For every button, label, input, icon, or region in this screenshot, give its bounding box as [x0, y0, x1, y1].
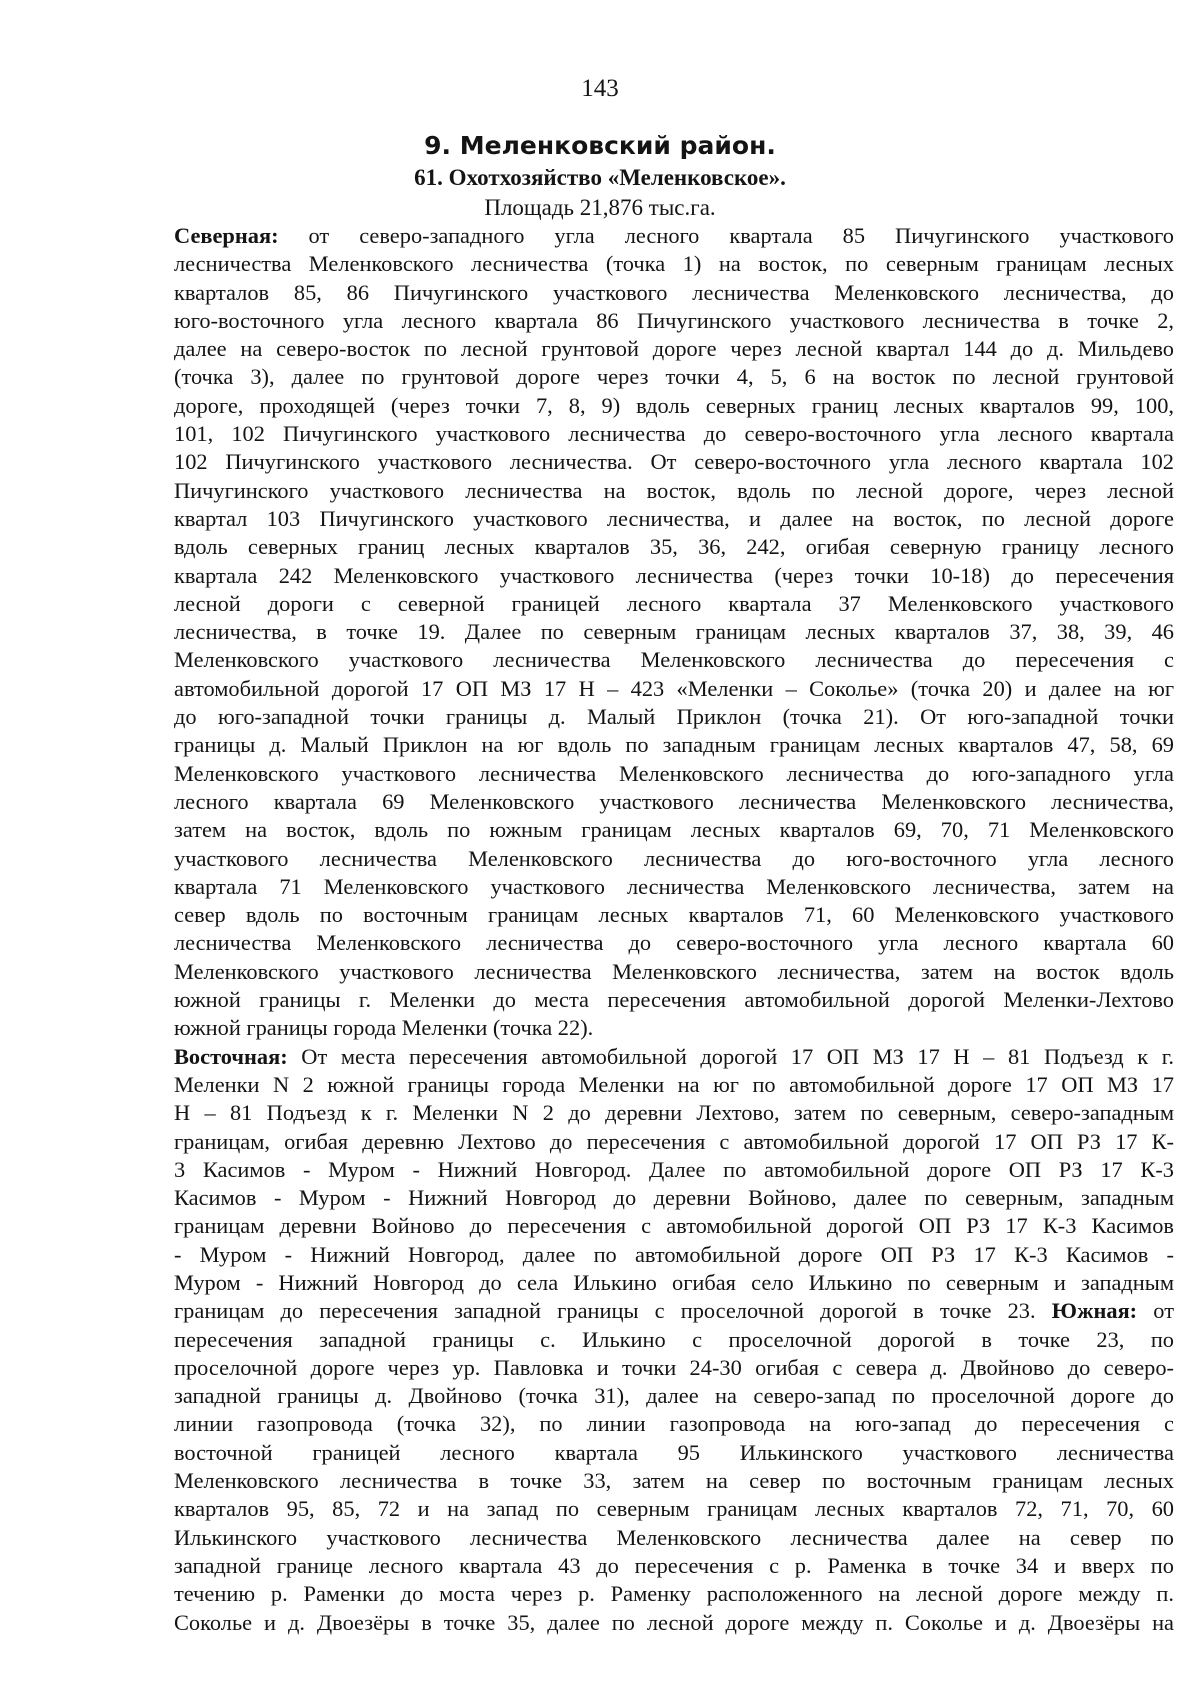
text-line: Меленковского участкового лесничества Меленковского лесничества до пересечения с — [174, 647, 1174, 673]
text-line: 101, 102 Пичугинского участкового лесничества до северо-восточного угла лесного квартала — [174, 421, 1174, 447]
text-line: - Муром - Нижний Новгород, далее по автомобильной дороге ОП РЗ 17 К-3 Касимов - — [174, 1241, 1174, 1267]
east-boundary-heading: Восточная: — [174, 1043, 288, 1069]
text-line: восточной границей лесного квартала 95 Илькинского участкового лесничества — [174, 1439, 1174, 1465]
text-line: кварталов 95, 85, 72 и на запад по северным границам лесных кварталов 72, 71, 70, 60 — [174, 1496, 1174, 1522]
text-line: границам, огибая деревню Лехтово до пересечения с автомобильной дорогой 17 ОП РЗ 17 К- — [174, 1128, 1174, 1154]
text-line: пересечения западной границы с. Илькино с проселочной дорогой в точке 23, по — [174, 1326, 1174, 1352]
north-boundary-heading: Северная: — [174, 223, 279, 248]
text-line: течению р. Раменки до моста через р. Раменку расположенного на лесной дороге между п. — [174, 1581, 1174, 1607]
text-line: автомобильной дорогой 17 ОП МЗ 17 Н – 423 «Меленки – Соколье» (точка 20) и далее на юг — [174, 675, 1174, 701]
text-line: линии газопровода (точка 32), по линии газопровода на юго-запад до пересечения с — [174, 1411, 1174, 1437]
text-line: Меленковского лесничества в точке 33, затем на север по восточным границам лесных — [174, 1468, 1174, 1494]
text-line: квартала 242 Меленковского участкового лесничества (через точки 10-18) до пересечения — [174, 562, 1174, 588]
text-line: Пичугинского участкового лесничества на восток, вдоль по лесной дороге, через лесной — [174, 477, 1174, 503]
text-line: южной границы г. Меленки до места пересечения автомобильной дорогой Меленки-Лехтово — [174, 987, 1174, 1013]
page-number: 143 — [581, 75, 619, 102]
text-line: лесничества, в точке 19. Далее по северным границам лесных кварталов 37, 38, 39, 46 — [174, 619, 1174, 645]
text-line: Н – 81 Подъезд к г. Меленки N 2 до деревни Лехтово, затем по северным, северо-западным — [174, 1100, 1174, 1126]
text-line: лесной дороги с северной границей лесного квартала 37 Меленковского участкового — [174, 590, 1174, 616]
area-line: Площадь 21,876 тыс.га. — [484, 195, 716, 220]
text-line: проселочной дороге через ур. Павловка и точки 24-30 огибая с севера д. Двойново до северо- — [174, 1354, 1174, 1380]
text-line: юго-восточного угла лесного квартала 86 Пичугинского участкового лесничества в точке 2, — [174, 307, 1174, 333]
text-line: Восточная: От места пересечения автомобильной дорогой 17 ОП МЗ 17 Н – 81 Подъезд к г. — [174, 1043, 1175, 1069]
text-line: Соколье и д. Двоезёры в точке 35, далее по лесной дороге между п. Соколье и д. Двоезёры на — [174, 1609, 1174, 1635]
district-title: 9. Меленковский район. — [424, 131, 776, 160]
text-line: границам деревни Войново до пересечения с автомобильной дорогой ОП РЗ 17 К-3 Касимов — [174, 1213, 1174, 1239]
text-line: лесничества Меленковского лесничества (точка 1) на восток, по северным границам лесных — [174, 251, 1174, 277]
text-line: западной границе лесного квартала 43 до пересечения с р. Раменка в точке 34 и вверх по — [174, 1552, 1174, 1578]
text-line: север вдоль по восточным границам лесных кварталов 71, 60 Меленковского участкового — [174, 902, 1174, 928]
south-boundary-heading: Южная: — [1051, 1298, 1138, 1324]
text-line: лесного квартала 69 Меленковского участкового лесничества Меленковского лесничества, — [174, 788, 1174, 814]
text-line: 3 Касимов - Муром - Нижний Новгород. Далее по автомобильной дороге ОП РЗ 17 К-3 — [174, 1156, 1174, 1182]
text-line: затем на восток, вдоль по южным границам лесных кварталов 69, 70, 71 Меленковского — [174, 817, 1174, 843]
text-line: границы д. Малый Приклон на юг вдоль по западным границам лесных кварталов 47, 58, 69 — [174, 732, 1174, 758]
text-line: границам до пересечения западной границы с проселочной дорогой в точке 23. Южная: от — [174, 1298, 1174, 1324]
text-line: (точка 3), далее по грунтовой дороге через точки 4, 5, 6 на восток по лесной грунтовой — [174, 364, 1174, 390]
text-line: участкового лесничества Меленковского лесничества до юго-восточного угла лесного — [174, 845, 1174, 871]
boundary-description — [174, 222, 1174, 1662]
text-line: 102 Пичугинского участкового лесничества. От северо-восточного угла лесного квартала 102 — [174, 449, 1174, 475]
text-line: вдоль северных границ лесных кварталов 35, 36, 242, огибая северную границу лесного — [174, 534, 1174, 560]
text-line: Меленки N 2 южной границы города Меленки на юг по автомобильной дороге 17 ОП МЗ 17 — [174, 1071, 1174, 1097]
text-line: Илькинского участкового лесничества Меленковского лесничества далее на север по — [174, 1524, 1174, 1550]
text-line: Муром - Нижний Новгород до села Илькино огибая село Илькино по северным и западным — [174, 1269, 1174, 1295]
text-line: южной границы города Меленки (точка 22). — [174, 1015, 594, 1041]
text-line: до юго-западной точки границы д. Малый Приклон (точка 21). От юго-западной точки — [174, 704, 1174, 730]
text-line: квартала 71 Меленковского участкового лесничества Меленковского лесничества, затем на — [174, 873, 1174, 899]
text-line: Северная: от северо-западного угла лесного квартала 85 Пичугинского участкового — [174, 223, 1174, 248]
text-line: Меленковского участкового лесничества Меленковского лесничества, затем на восток вдоль — [174, 958, 1174, 984]
text-line: Меленковского участкового лесничества Меленковского лесничества до юго-западного угла — [174, 760, 1174, 786]
text-line: лесничества Меленковского лесничества до северо-восточного угла лесного квартала 60 — [174, 930, 1174, 956]
text-line: далее на северо-восток по лесной грунтовой дороге через лесной квартал 144 до д. Мильдево — [174, 336, 1174, 362]
text-line: дороге, проходящей (через точки 7, 8, 9) вдоль северных границ лесных кварталов 99, 100, — [174, 392, 1174, 418]
text-line: западной границы д. Двойново (точка 31), далее на северо-запад по проселочной дороге до — [174, 1383, 1174, 1409]
hunting-ground-title: 61. Охотхозяйство «Меленковское». — [414, 165, 786, 190]
text-line: кварталов 85, 86 Пичугинского участкового лесничества Меленковского лесничества, до — [174, 279, 1174, 305]
text-line: квартал 103 Пичугинского участкового лесничества, и далее на восток, по лесной дороге — [174, 505, 1174, 531]
text-line: Касимов - Муром - Нижний Новгород до деревни Войново, далее по северным, западным — [174, 1185, 1174, 1211]
